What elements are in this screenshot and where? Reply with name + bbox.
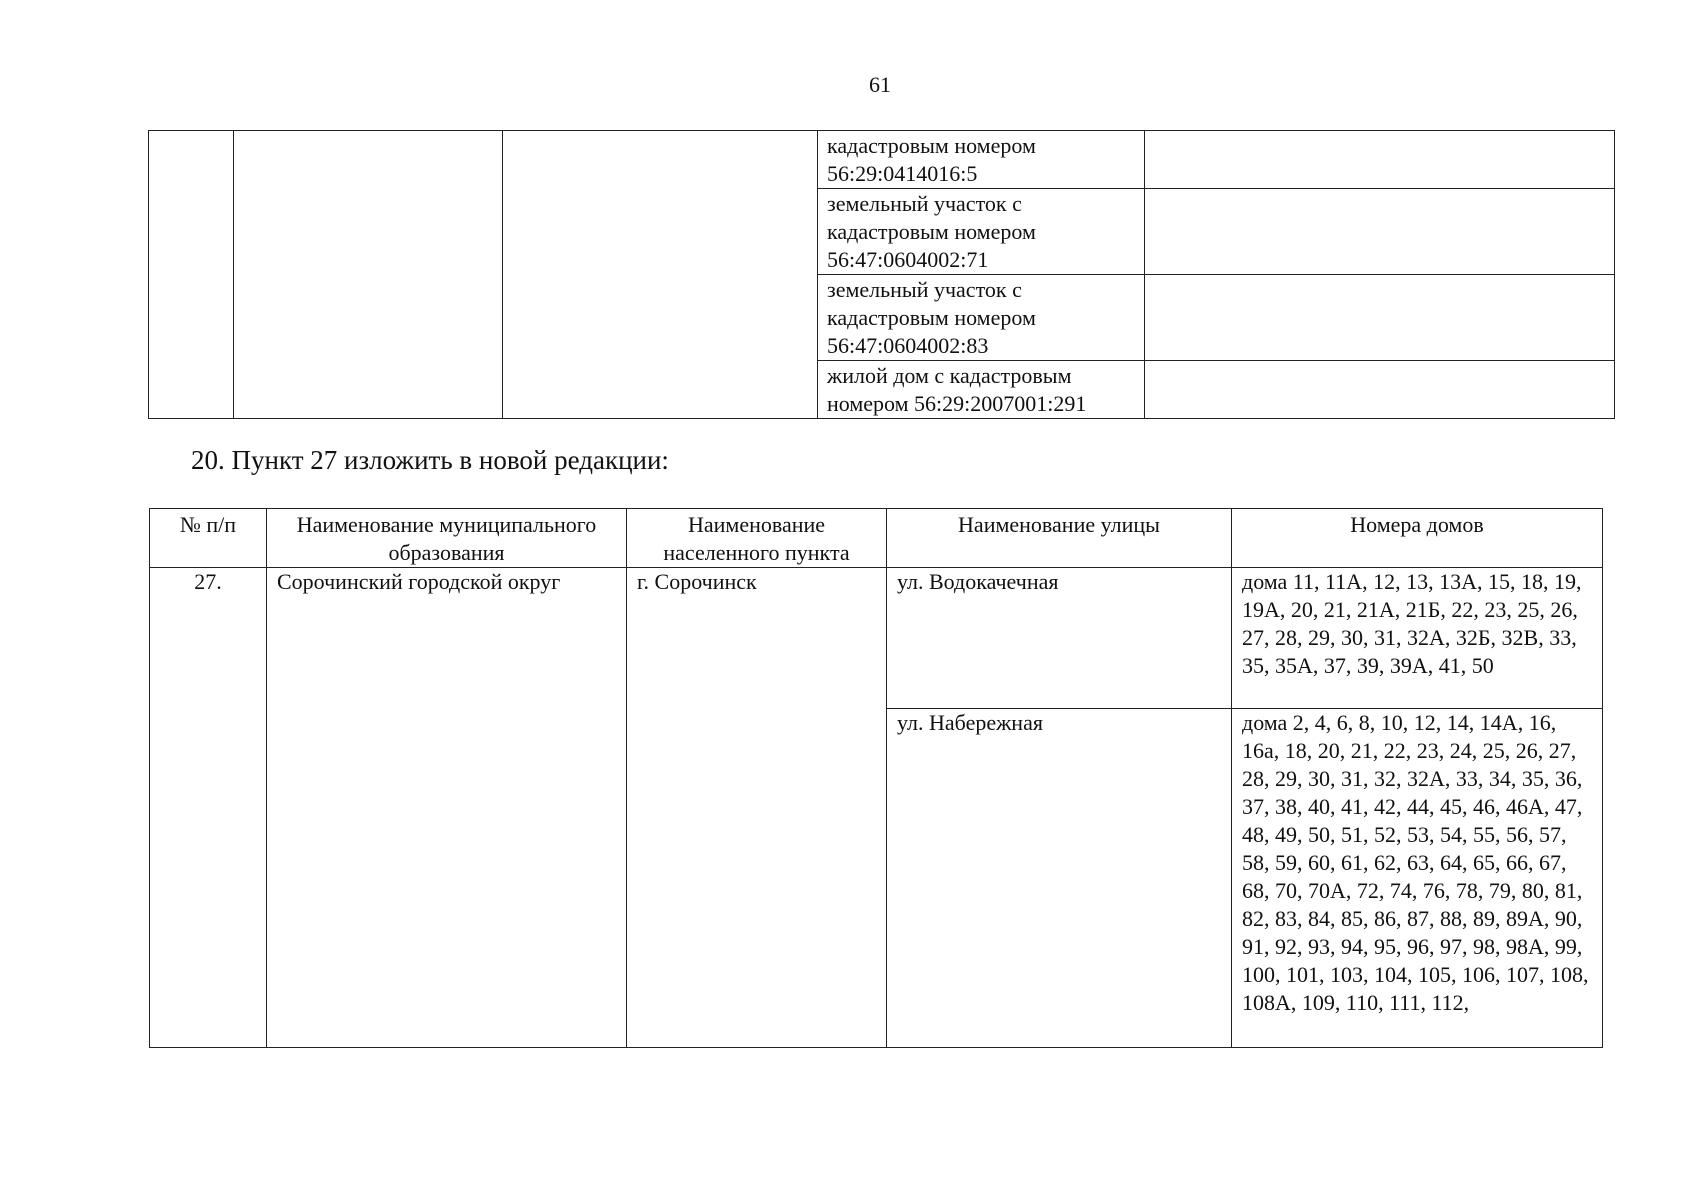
table-row <box>149 131 1615 189</box>
street-cell: ул. Набережная <box>887 709 1232 1048</box>
header-locality: Наименование населенного пункта <box>627 509 887 568</box>
continuation-table <box>148 130 1615 419</box>
empty-cell <box>149 131 234 419</box>
object-cell: жилой дом с кадастровым номером 56:29:2007001:291 <box>818 361 1145 419</box>
object-cell: земельный участок с кадастровым номером 56:47:0604002:83 <box>818 275 1145 361</box>
row-number: 27. <box>150 568 267 1048</box>
header-municipality: Наименование муниципального образования <box>267 509 627 568</box>
locality-cell: г. Сорочинск <box>627 568 887 1048</box>
page-number: 61 <box>869 72 891 97</box>
empty-cell <box>503 131 818 419</box>
object-cell: земельный участок с кадастровым номером 56:47:0604002:71 <box>818 189 1145 275</box>
empty-cell <box>234 131 503 419</box>
empty-cell <box>1145 189 1615 275</box>
houses-cell: дома 11, 11А, 12, 13, 13А, 15, 18, 19, 19А, 20, 21, 21А, 21Б, 22, 23, 25, 26, 27, 28, 29, 30, 31, 32А, 32Б, 32В, 33, 35, 35А, 37, 39, 39А, 41, 50 <box>1232 568 1603 709</box>
addresses-table <box>149 508 1603 1048</box>
houses-cell: дома 2, 4, 6, 8, 10, 12, 14, 14А, 16, 16а, 18, 20, 21, 22, 23, 24, 25, 26, 27, 28, 29, 30, 31, 32, 32А, 33, 34, 35, 36, 37, 38, 40, 41, 42, 44, 45, 46, 46А, 47, 48, 49, 50, 51, 52, 53, 54, 55, 56, 57, 58, 59, 60, 61, 62, 63, 64, 65, 66, 67, 68, 70, 70А, 72, 74, 76, 78, 79, 80, 81, 82, 83, 84, 85, 86, 87, 88, 89, 89А, 90, 91, 92, 93, 94, 95, 96, 97, 98, 98А, 99, 100, 101, 103, 104, 105, 106, 107, 108, 108А, 109, 110, 111, 112, <box>1232 709 1603 1048</box>
empty-cell <box>1145 361 1615 419</box>
header-street: Наименование улицы <box>887 509 1232 568</box>
table-header-row <box>150 509 1603 568</box>
section-heading: 20. Пункт 27 изложить в новой редакции: <box>191 445 669 475</box>
header-houses: Номера домов <box>1232 509 1603 568</box>
header-num: № п/п <box>150 509 267 568</box>
object-cell: кадастровым номером 56:29:0414016:5 <box>818 131 1145 189</box>
municipality-cell: Сорочинский городской округ <box>267 568 627 1048</box>
table-row <box>150 568 1603 709</box>
street-cell: ул. Водокачечная <box>887 568 1232 709</box>
empty-cell <box>1145 275 1615 361</box>
empty-cell <box>1145 131 1615 189</box>
